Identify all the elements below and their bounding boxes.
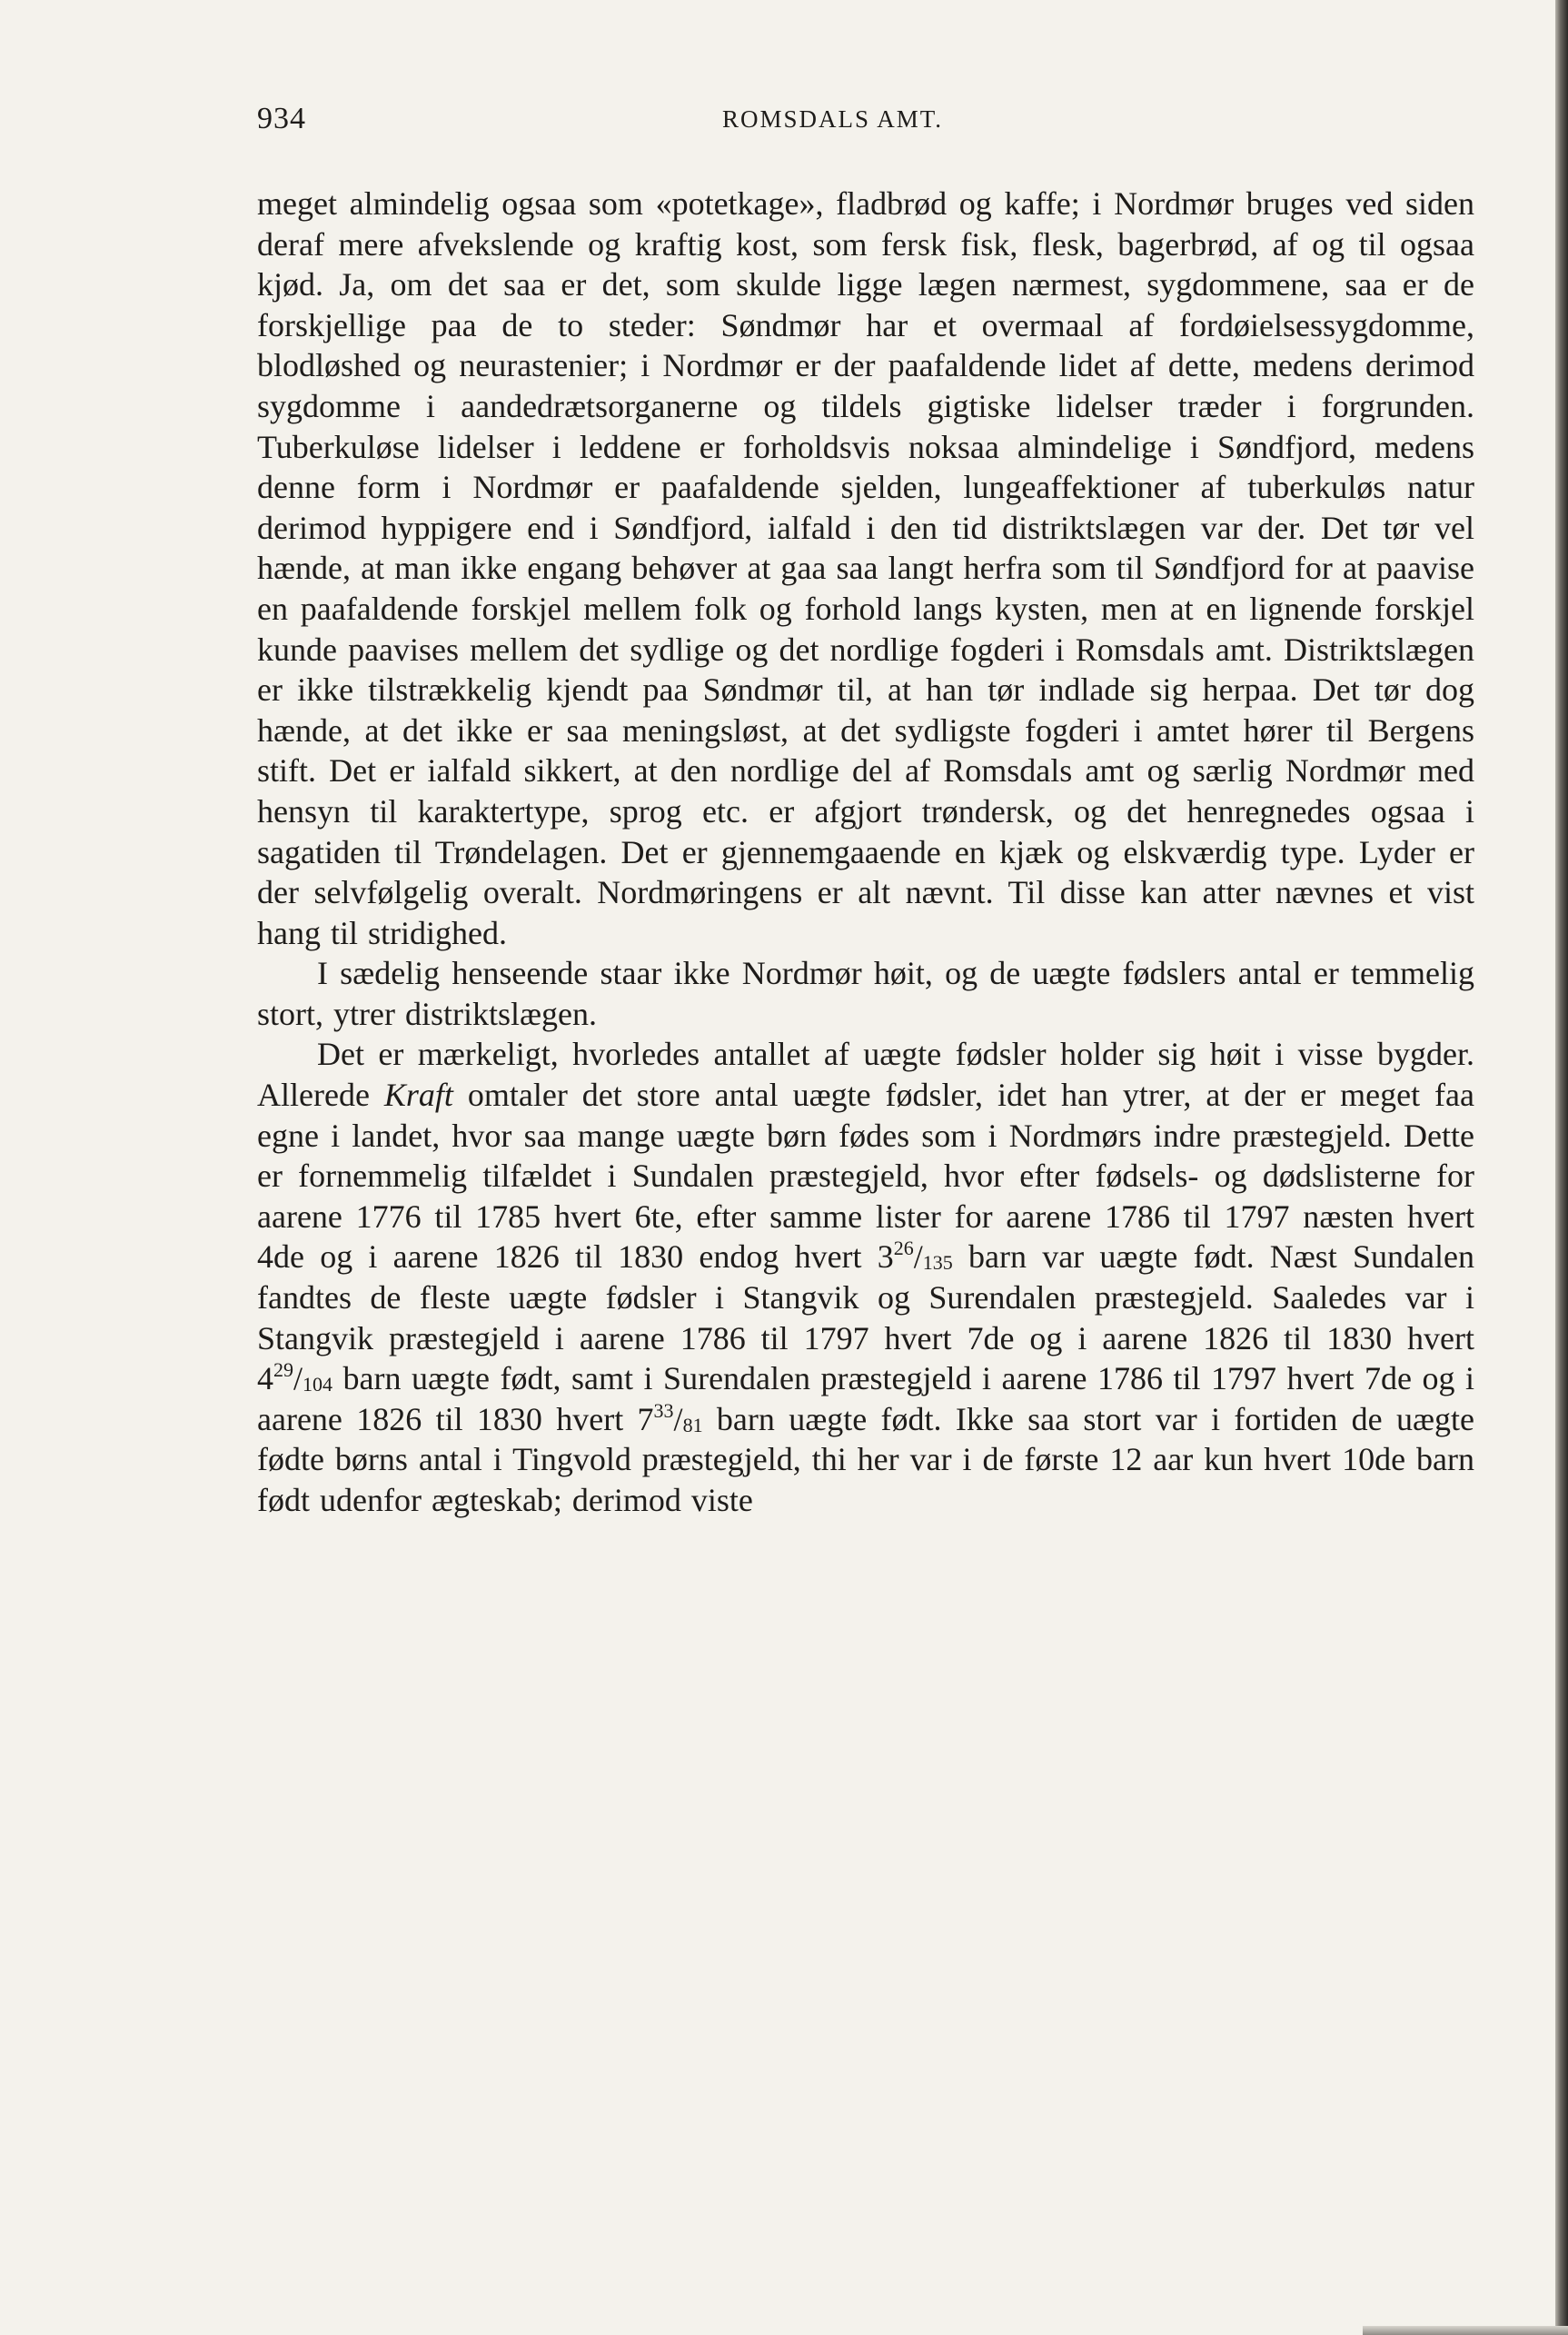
paragraph-3-part-3: barn var uægte født. Næst Sundalen fandtes de fleste uægte fødsler i Stangvik og Surendalen præstegjeld. Saaledes var i Stangvik præstegjeld i aarene 1786 til 1797 hvert 7de og i aarene 1826 til 1830 hvert — [257, 1238, 1475, 1356]
paragraph-3-part-2: omtaler det store antal uægte fødsler, idet han ytrer, at der er meget faa egne i landet, hvor saa mange uægte børn fødes som i Nordmørs indre præstegjeld. Dette er fornemmelig tilfældet i Sundalen præstegjeld, hvor efter fødsels- og dødslisterne for aarene 1776 til 1785 hvert 6te, efter samme lister for aarene 1786 til 1797 næsten hvert 4de og i aarene 1826 til 1830 endog hvert — [257, 1077, 1474, 1276]
scan-edge-bottom — [1363, 2326, 1568, 2335]
running-head: ROMSDALS AMT. — [722, 105, 944, 133]
fraction-3-numerator: 33 — [653, 1398, 674, 1422]
fraction-3-denominator: 81 — [682, 1413, 703, 1436]
fraction-1-denominator: 135 — [922, 1251, 953, 1275]
page-number: 934 — [257, 102, 306, 135]
scan-edge — [1555, 0, 1568, 2335]
fraction-2-denominator: 104 — [303, 1373, 333, 1396]
paragraph-1: meget almindelig ogsaa som «potetkage», fladbrød og kaffe; i Nordmør bruges ved siden deraf mere afvekslende og kraftig kost, som fersk fisk, flesk, bagerbrød, af og til ogsaa kjød. Ja, om det saa er det, som skulde ligge lægen nærmest, sygdommene, saa er de forskjellige paa de to steder: Søndmør har et overmaal af fordøielsessygdomme, blodløshed og neurastenier; i Nordmør er der paafaldende lidet af dette, medens derimod sygdomme i aandedrætsorganerne og tildels gigtiske lidelser træder i forgrunden. Tuberkuløse lidelser i leddene er forholdsvis noksaa almindelige i Søndfjord, medens denne form i Nordmør er paafaldende sjelden, lungeaffektioner af tuberkuløs natur derimod hyppigere end i Søndfjord, ialfald i den tid distriktslægen var der. Det tør vel hænde, at man ikke engang behøver at gaa saa langt herfra som til Søndfjord for at paavise en paafaldende forskjel mellem folk og forhold langs kysten, men at en lignende forskjel kunde paavises mellem det sydlige og det nordlige fogderi i Romsdals amt. Distriktslægen er ikke tilstrækkelig kjendt paa Søndmør til, at han tør indlade sig herpaa. Det tør dog hænde, at det ikke er saa meningsløst, at det sydligste fogderi i amtet hører til Bergens stift. Det er ialfald sikkert, at den nordlige del af Romsdals amt og særlig Nordmør med hensyn til karaktertype, sprog etc. er afgjort trøndersk, og det henregnedes ogsaa i sagatiden til Trøndelagen. Det er gjennemgaaende en kjæk og elskværdig type. Lyder er der selvfølgelig overalt. Nordmøringens er alt nævnt. Til disse kan atter nævnes et vist hang til stridighed. — [257, 185, 1474, 951]
paragraph-3-part-1: Det er mærkeligt, hvorledes antallet af uægte fødsler holder sig høit i visse bygder. Allerede — [257, 1036, 1474, 1114]
paragraph-3-part-5: barn uægte født. Ikke saa stort var i fortiden de uægte fødte børns antal i Tingvold præstegjeld, thi her var i de første 12 aar kun hvert 10de barn født udenfor ægteskab; derimod viste — [257, 1400, 1474, 1518]
fraction-2-numerator: 29 — [273, 1358, 293, 1382]
author-name-kraft: Kraft — [383, 1077, 453, 1114]
paragraph-2: I sædelig henseende staar ikke Nordmør høit, og de uægte fødslers antal er temmelig stort, ytrer distriktslægen. — [257, 955, 1474, 1032]
fraction-2-whole: 4 — [257, 1360, 273, 1397]
body-text — [257, 184, 1474, 1521]
fraction-1-numerator: 26 — [893, 1237, 914, 1260]
fraction-3-whole: 7 — [637, 1400, 654, 1437]
fraction-3: $7^{33}/_{81}$ — [637, 1398, 703, 1437]
paragraph-3-part-4: barn uægte født, samt i Surendalen præstegjeld i aarene 1786 til 1797 hvert 7de og i aarene 1826 til 1830 hvert — [257, 1360, 1474, 1437]
fraction-1-whole: 3 — [877, 1238, 894, 1276]
page-header — [257, 102, 1474, 138]
paragraph-3 — [257, 1034, 1474, 1520]
fraction-2: $4^{29}/_{104}$ — [257, 1358, 333, 1397]
fraction-1: $3^{26}/_{135}$ — [877, 1237, 953, 1276]
